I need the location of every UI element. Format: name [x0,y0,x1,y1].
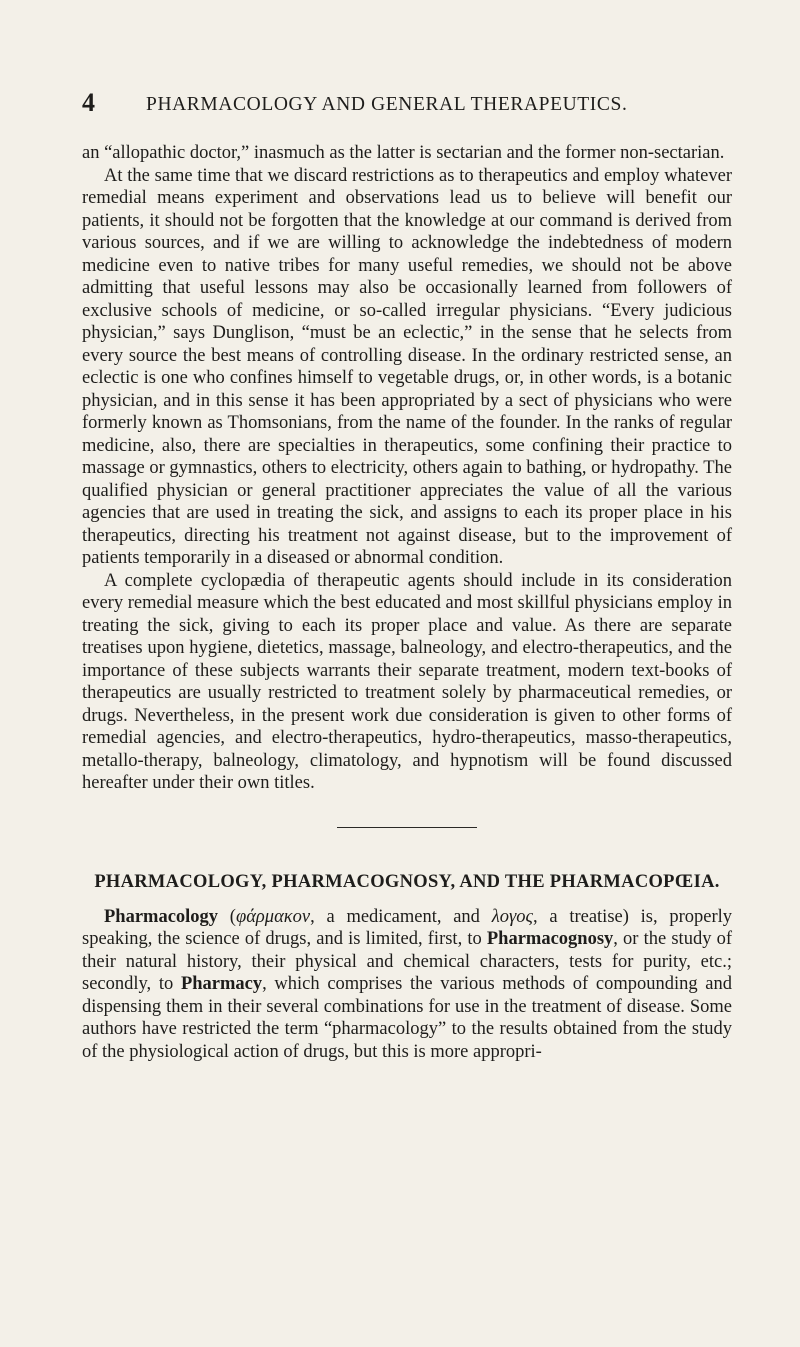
paragraph-pharmacology [82,906,732,1064]
page-number: 4 [82,88,95,117]
text-fragment: ( [218,906,236,927]
text-fragment: , a medicament, and [310,906,492,927]
paragraph-eclectic: At the same time that we discard restrictions as to therapeutics and employ whatever remedial means experiment and observations lead us to believe will benefit our patients, it should not be forgotten that the knowledge at our command is derived from various sources, and if we are willing to acknowledge the indebtedness of modern medicine even to native tribes for many useful remedies, we should not be above admitting that useful lessons may also be occasionally learned from followers of exclusive schools of medicine, or so-called irregular physicians. “Every judicious physician,” says Dunglison, “must be an eclectic,” in the sense that he selects from every source the best means of controlling disease. In the ordinary restricted sense, an eclectic is one who confines himself to vegetable drugs, or, in other words, is a botanic physician, and in this sense it has been appropriated by a sect of physicians who were formerly known as Thomsonians, from the name of the founder. In the ranks of regular medicine, also, there are specialties in therapeutics, some confining their practice to massage or gymnastics, others to electricity, others again to bathing, or hydropathy. The qualified physician or general practitioner appreciates the value of all the various agencies that are used in treating the sick, and assigns to each its proper place in his therapeutics, directing his treatment not against disease, but to the improvement of patients temporarily in a diseased or abnormal condition. [82,165,732,568]
greek-pharmakon: φάρμακον [235,906,311,927]
paragraph-continuation: an “allopathic doctor,” inasmuch as the latter is sectarian and the former non-sectarian. [82,143,725,163]
page-body [82,142,732,1063]
running-title: PHARMACOLOGY AND GENERAL THERAPEUTICS. [146,94,628,115]
running-head [82,88,720,128]
paragraph-cyclopaedia: A complete cyclopædia of therapeutic agents should include in its consideration every remedial measure which the best educated and most skillful physicians employ in treating the sick, giving to each its proper place and value. As there are separate treatises upon hygiene, dietetics, massage, balneology, and electro-therapeutics, and the importance of these subjects warrants their separate treatment, modern text-books of therapeutics are usually restricted to treatment solely by pharmaceutical remedies, or drugs. Nevertheless, in the present work due consideration is given to other forms of remedial agencies, and electro-therapeutics, hydro-therapeutics, masso-therapeutics, metallo-therapy, balneology, climatology, and hypnotism will be found discussed hereafter under their own titles. [82,570,732,793]
text-fragment: , a treatise) is, properly speaking, the science of drugs, and is limited, first, to [82,906,733,949]
term-pharmacy: Pharmacy [180,974,263,994]
section-divider [337,827,477,828]
section-heading: PHARMACOLOGY, PHARMACOGNOSY, AND THE PHARMACOPŒIA. [94,871,720,892]
text-fragment: , which comprises the various methods of compounding and dispensing them in their several combinations for use in the treatment of disease. Some authors have restricted the term “pharmacology” to the results obtained from the study of the physiological action of drugs, but this is more appropri- [82,974,733,1062]
text-fragment: , or the study of their natural history, their physical and chemical characters, tests for purity, etc.; secondly, to [82,929,732,994]
term-pharmacognosy: Pharmacognosy [486,929,614,949]
term-pharmacology: Pharmacology [104,906,219,927]
greek-logos: λογος [491,906,533,927]
